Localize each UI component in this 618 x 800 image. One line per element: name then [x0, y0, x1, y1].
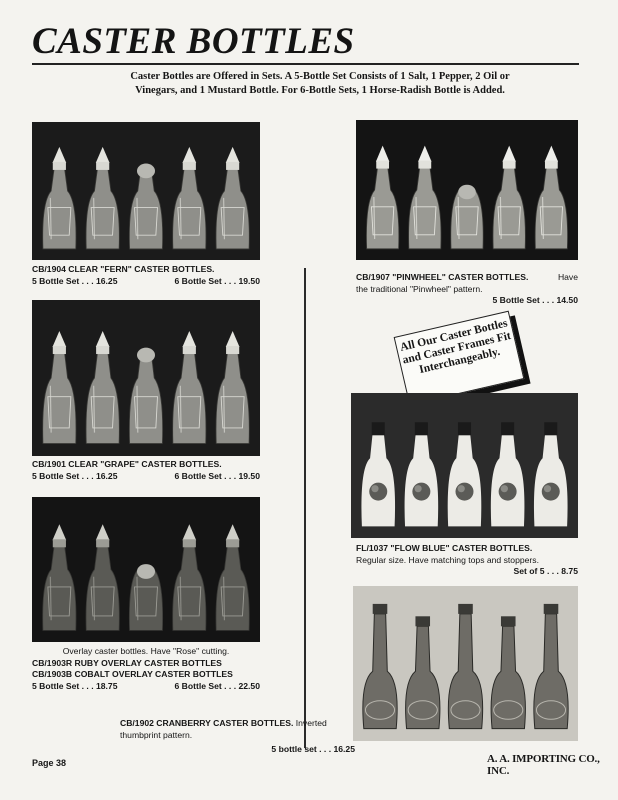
cb1904-title: CB/1904 CLEAR "FERN" CASTER BOTTLES. — [32, 264, 215, 274]
caption-cb1907 — [356, 272, 578, 307]
cb1903-price-6: 6 Bottle Set . . . 22.50 — [174, 680, 260, 691]
cb1907-title: CB/1907 "PINWHEEL" CASTER BOTTLES. — [356, 272, 529, 282]
cb1907-desc-tail: Have — [557, 272, 578, 282]
cb1902-description: Inverted thumbprint pattern. — [120, 718, 327, 740]
cb1903-price-5: 5 Bottle Set . . . 18.75 — [32, 680, 118, 691]
caption-cb1903 — [32, 646, 260, 692]
cb1904-price-5: 5 Bottle Set . . . 16.25 — [32, 275, 118, 286]
caption-cb1904 — [32, 264, 260, 287]
fl1037-price: Set of 5 . . . 8.75 — [513, 566, 578, 576]
fl1037-description: Regular size. Have matching tops and stoppers. — [356, 554, 539, 565]
column-divider — [304, 268, 306, 748]
company-name: A. A. IMPORTING CO., INC. — [487, 753, 600, 777]
product-photo-cb1902 — [353, 586, 578, 741]
cb1903-description: Overlay caster bottles. Have "Rose" cutting. — [62, 646, 230, 656]
cb1903-ruby-title: CB/1903R RUBY OVERLAY CASTER BOTTLES — [32, 657, 222, 668]
product-photo-cb1903 — [32, 497, 260, 642]
callout-text: All Our Caster Bottles and Caster Frames Fit Interchangeably. — [398, 317, 512, 377]
cb1902-title: CB/1902 CRANBERRY CASTER BOTTLES. — [120, 718, 294, 728]
cb1901-price-5: 5 Bottle Set . . . 16.25 — [32, 470, 118, 481]
product-photo-cb1904 — [32, 122, 260, 260]
cb1901-title: CB/1901 CLEAR "GRAPE" CASTER BOTTLES. — [32, 459, 222, 469]
cb1907-price: 5 Bottle Set . . . 14.50 — [492, 295, 578, 305]
fl1037-title: FL/1037 "FLOW BLUE" CASTER BOTTLES. — [356, 543, 533, 553]
title-rule — [32, 63, 579, 65]
page-number: Page 38 — [32, 758, 67, 768]
cb1903-cobalt-title: CB/1903B COBALT OVERLAY CASTER BOTTLES — [32, 669, 233, 679]
caption-fl1037 — [356, 543, 578, 578]
cb1904-price-6: 6 Bottle Set . . . 19.50 — [174, 275, 260, 286]
page-title: CASTER BOTTLES — [32, 21, 355, 62]
cb1901-price-6: 6 Bottle Set . . . 19.50 — [174, 470, 260, 481]
caption-cb1901 — [32, 459, 260, 482]
caption-cb1902 — [120, 718, 355, 756]
interchangeable-callout — [394, 311, 525, 406]
cb1907-description: the traditional "Pinwheel" pattern. — [356, 283, 483, 294]
intro-text: Caster Bottles are Offered in Sets. A 5-Bottle Set Consists of 1 Salt, 1 Pepper, 2 Oil or Vinegars, and 1 Mustard Bottle. For 6-Bottle Sets, 1 Horse-Radish Bottle is Added. — [130, 71, 510, 96]
product-photo-cb1907 — [356, 120, 578, 260]
product-photo-cb1901 — [32, 300, 260, 456]
cb1902-price: 5 bottle set . . . 16.25 — [271, 744, 355, 754]
product-photo-fl1037 — [351, 393, 578, 538]
